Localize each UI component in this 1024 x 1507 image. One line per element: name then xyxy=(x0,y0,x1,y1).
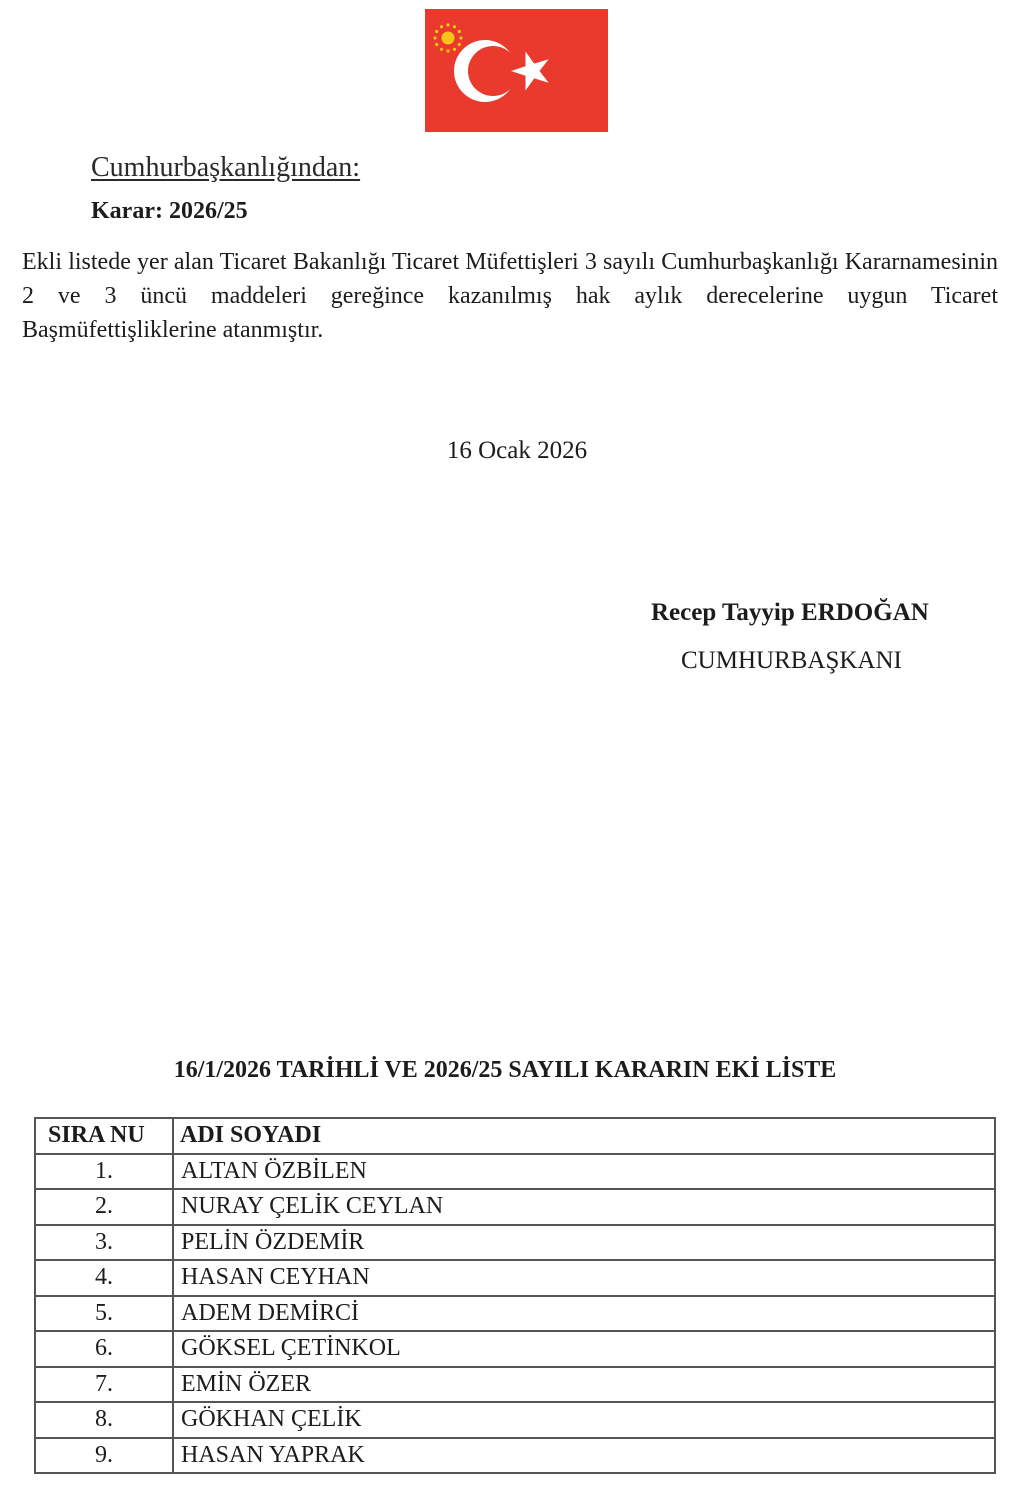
row-number: 3. xyxy=(35,1225,173,1261)
row-name: EMİN ÖZER xyxy=(173,1367,995,1403)
row-number: 7. xyxy=(35,1367,173,1403)
row-number: 6. xyxy=(35,1331,173,1367)
row-name: HASAN YAPRAK xyxy=(173,1438,995,1474)
row-name: GÖKSEL ÇETİNKOL xyxy=(173,1331,995,1367)
decision-date: 16 Ocak 2026 xyxy=(446,437,588,464)
appointee-table xyxy=(34,1117,996,1474)
table-row xyxy=(35,1438,995,1474)
row-name: PELİN ÖZDEMİR xyxy=(173,1225,995,1261)
table-row xyxy=(35,1225,995,1261)
row-number: 5. xyxy=(35,1296,173,1332)
signatory-name: Recep Tayyip ERDOĞAN xyxy=(651,599,929,626)
column-header-name: ADI SOYADI xyxy=(173,1118,995,1154)
row-number: 8. xyxy=(35,1402,173,1438)
signatory-title: CUMHURBAŞKANI xyxy=(681,647,902,674)
row-number: 1. xyxy=(35,1154,173,1190)
row-name: GÖKHAN ÇELİK xyxy=(173,1402,995,1438)
turkish-flag-icon xyxy=(425,9,608,132)
table-row xyxy=(35,1296,995,1332)
row-number: 2. xyxy=(35,1189,173,1225)
annex-title: 16/1/2026 TARİHLİ VE 2026/25 SAYILI KARARIN EKİ LİSTE xyxy=(173,1057,837,1083)
row-name: ADEM DEMİRCİ xyxy=(173,1296,995,1332)
row-name: NURAY ÇELİK CEYLAN xyxy=(173,1189,995,1225)
row-number: 4. xyxy=(35,1260,173,1296)
table-header-row xyxy=(35,1118,995,1154)
table-row xyxy=(35,1260,995,1296)
row-name: ALTAN ÖZBİLEN xyxy=(173,1154,995,1190)
table-row xyxy=(35,1402,995,1438)
table-row xyxy=(35,1189,995,1225)
decision-number: Karar: 2026/25 xyxy=(91,198,248,224)
row-name: HASAN CEYHAN xyxy=(173,1260,995,1296)
table-row xyxy=(35,1154,995,1190)
row-number: 9. xyxy=(35,1438,173,1474)
table-row xyxy=(35,1331,995,1367)
decision-paragraph: Ekli listede yer alan Ticaret Bakanlığı Ticaret Müfettişleri 3 sayılı Cumhurbaşkanlığı Kararnamesinin 2 ve 3 üncü maddeleri gereğince kazanılmış hak aylık derecelerine uygun Ticaret Başmüfettişliklerine atanmıştır. xyxy=(22,249,998,343)
issuer-heading: Cumhurbaşkanlığından: xyxy=(91,152,361,183)
table-row xyxy=(35,1367,995,1403)
column-header-number: SIRA NU xyxy=(35,1118,173,1154)
